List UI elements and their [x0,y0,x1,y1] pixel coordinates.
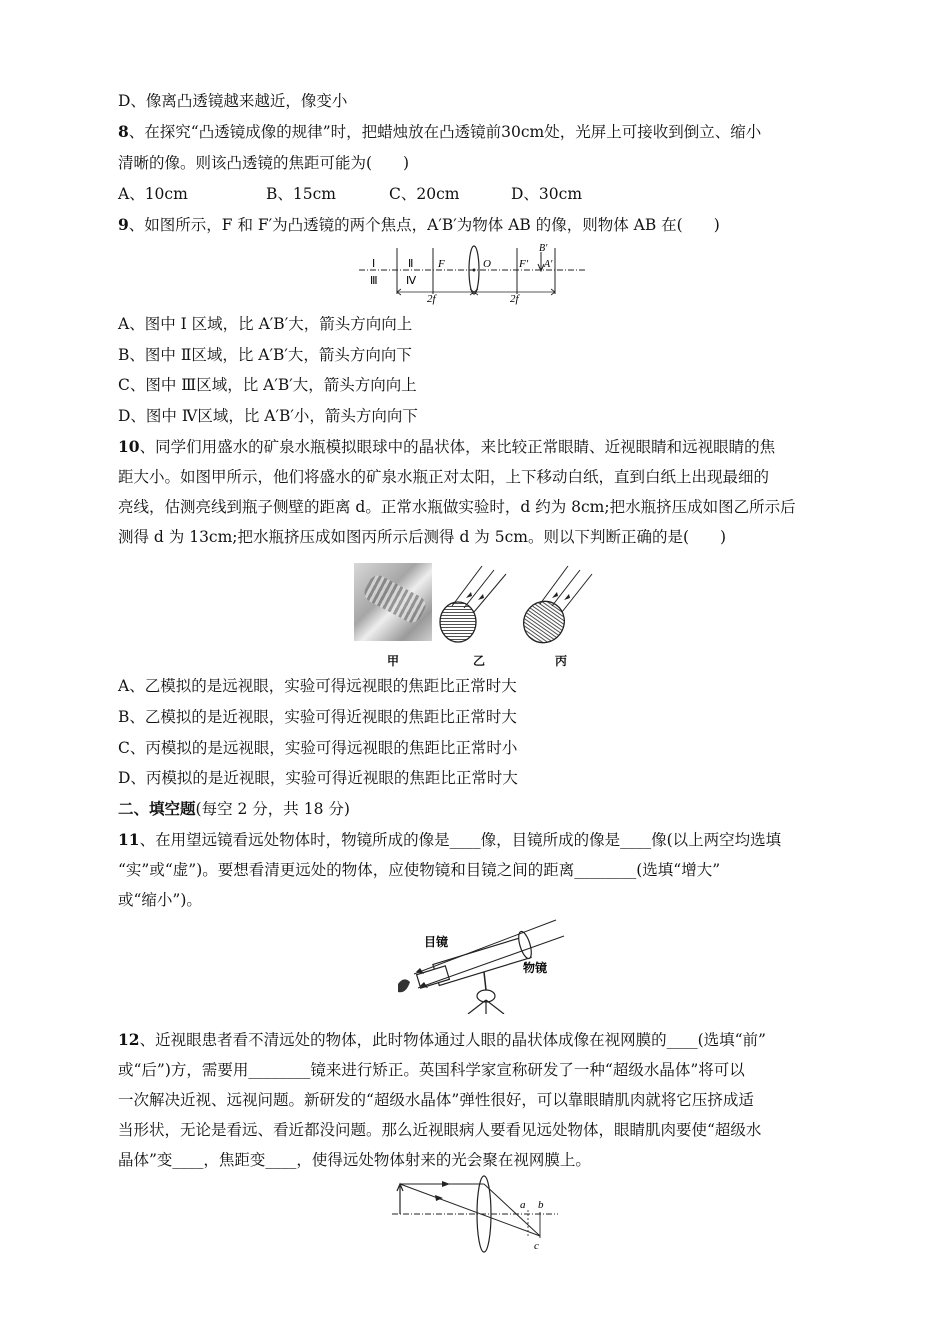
q8-number: 8 [118,122,129,141]
q10-option-a: A、乙模拟的是远视眼，实验可得远视眼的焦距比正常时大 [118,677,517,695]
q11-stem-line3: 或“缩小”)。 [118,891,202,909]
q10-number: 10 [118,437,140,456]
q10-option-d: D、丙模拟的是近视眼，实验可得近视眼的焦距比正常时大 [118,769,518,787]
q11-text: 、在用望远镜看远处物体时，物镜所成的像是____像，目镜所成的像是____像(以上两空均选填 [139,831,782,849]
section-2-title: 二、填空题 [118,799,196,818]
telescope-label-objective: 物镜 [523,961,548,975]
section-2-heading [118,798,350,820]
q10-stem-line4: 测得 d 为 13cm;把水瓶挤压成如图丙所示后测得 d 为 5cm。则以下判断正确的是( ) [118,528,727,546]
q9-region-2: Ⅱ [408,258,414,270]
q8-text: 、在探究“凸透镜成像的规律”时，把蜡烛放在凸透镜前30cm处，光屏上可接收到倒立、缩小 [128,123,762,141]
q9-label-2f-right: 2f [510,293,519,305]
q9-text: 、如图所示，F 和 F′为凸透镜的两个焦点，A′B′为物体 AB 的像，则物体 AB 在( ) [128,216,720,234]
q11-stem-line2: “实”或“虚”)。要想看清更远处的物体，应使物镜和目镜之间的距离________(选填“增大” [118,861,721,879]
q10-label-yi: 乙 [473,654,486,668]
q9-option-d: D、图中 Ⅳ区域，比 A′B′小，箭头方向向下 [118,407,418,425]
q10-label-jia: 甲 [387,654,400,668]
q9-label-fprime: F′ [519,258,529,270]
q10-stem-line2: 距大小。如图甲所示，他们将盛水的矿泉水瓶正对太阳，上下移动白纸，直到白纸上出现最细的 [118,468,770,486]
q9-label-f: F [438,258,445,270]
telescope-label-eyepiece: 目镜 [424,935,449,949]
q12-text: 、近视眼患者看不清远处的物体，此时物体通过人眼的晶状体成像在视网膜的____(选填“前” [139,1031,766,1049]
q8-option-d: D、30cm [511,185,583,203]
q12-number: 12 [118,1030,140,1049]
q9-option-b: B、图中 Ⅱ区域，比 A′B′大，箭头方向向下 [118,346,412,364]
q12-stem-line5: 晶体”变____，焦距变____，使得远处物体射来的光会聚在视网膜上。 [118,1151,591,1169]
q9-option-c: C、图中 Ⅲ区域，比 A′B′大，箭头方向向上 [118,376,417,394]
q9-label-aprime: A′ [544,259,553,270]
q8-stem-line2: 清晰的像。则该凸透镜的焦距可能为( ) [118,154,410,172]
q11-stem-line1 [118,829,781,851]
section-2-note: (每空 2 分，共 18 分) [195,800,350,818]
q8-option-c: C、20cm [389,185,460,203]
q10-text: 、同学们用盛水的矿泉水瓶模拟眼球中的晶状体，来比较正常眼睛、近视眼睛和远视眼睛的焦 [139,438,776,456]
q8-stem-line1 [118,121,761,143]
q11-number: 11 [118,830,140,849]
q10-option-b: B、乙模拟的是近视眼，实验可得近视眼的焦距比正常时大 [118,708,517,726]
q9-label-2f-left: 2f [427,293,436,305]
eye-lens-diagram [390,1172,560,1254]
q9-lens-diagram [355,240,595,305]
q8-option-b: B、15cm [266,185,336,203]
q9-region-4: Ⅳ [406,275,417,287]
q12-stem-line2: 或“后”)方，需要用________镜来进行矫正。英国科学家宣称研发了一种“超级水晶体”将可以 [118,1061,745,1079]
q12-stem-line1 [118,1029,766,1051]
q12-stem-line3: 一次解决近视、远视问题。新研发的“超级水晶体”弹性很好，可以靠眼睛肌肉就将它压挤成适 [118,1091,754,1109]
q10-bottle-diagrams [432,560,612,670]
bottle-photo [354,563,432,641]
q8-option-a: A、10cm [118,185,188,203]
q10-option-c: C、丙模拟的是远视眼，实验可得远视眼的焦距比正常时小 [118,739,518,757]
q9-region-1: Ⅰ [372,258,376,270]
q9-region-3: Ⅲ [370,275,378,287]
eye-label-a: a [520,1199,526,1211]
q9-number: 9 [118,215,129,234]
q12-stem-line4: 当形状，无论是看远、看近都没问题。那么近视眼病人要看见远处物体，眼睛肌肉要使“超级水 [118,1121,762,1139]
eye-label-b: b [538,1199,544,1211]
eye-label-c: c [534,1240,539,1252]
q9-label-bprime: B′ [539,243,548,254]
q10-label-bing: 丙 [555,654,568,668]
q10-stem-line3: 亮线，估测亮线到瓶子侧壁的距离 d。正常水瓶做实验时，d 约为 8cm;把水瓶挤压成如图乙所示后 [118,498,796,516]
q9-label-o: O [483,258,491,270]
q10-stem-line1 [118,436,775,458]
q9-option-a: A、图中 Ⅰ 区域，比 A′B′大，箭头方向向上 [118,315,413,333]
q9-stem [118,214,720,236]
telescope-diagram [388,914,568,1014]
q7-option-d: D、像离凸透镜越来越近，像变小 [118,92,348,110]
